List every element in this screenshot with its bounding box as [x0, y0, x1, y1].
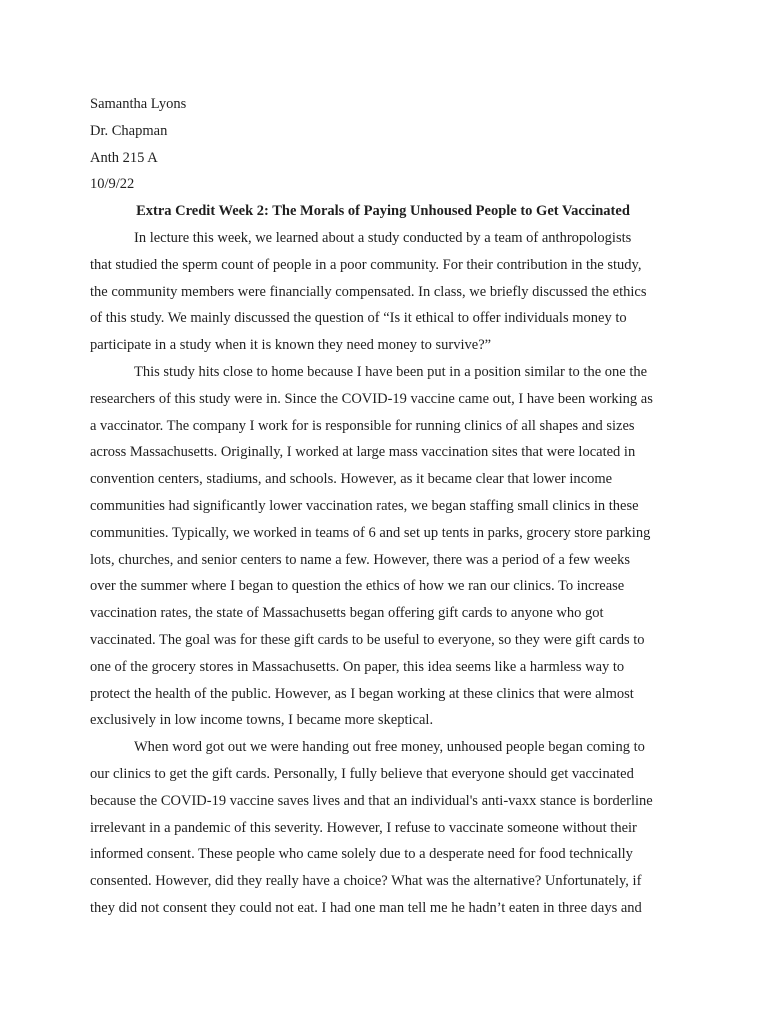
essay-date: 10/9/22 [90, 176, 135, 193]
author-name: Samantha Lyons [90, 96, 187, 112]
course-code: Anth 215 A [90, 149, 158, 166]
essay-title: Extra Credit Week 2: The Morals of Paying Unhoused People to Get Vaccinated [136, 203, 630, 220]
paragraph-3: When word got out we were handing out free money, unhoused people began coming to our clinics to get the gift cards. Personally, I fully believe that everyone should get vaccinated because the COVID-19 vaccine saves lives and that an individual's anti-vaxx stance is borderline irrelevant in a pandemic of this severity. However, I refuse to vaccinate someone without their informed consent. These people who came solely due to a desperate need for food technically consented. However, did they really have a choice? What was the alternative? Unfortunately, if they did not consent they could not eat. I had one man tell me he hadn’t eaten in three days and [90, 739, 653, 916]
essay-body [90, 91, 676, 922]
paragraph-2: This study hits close to home because I have been put in a position similar to the one the researchers of this study were in. Since the COVID-19 vaccine came out, I have been working as a vaccinator. The company I work for is responsible for running clinics of all shapes and sizes across Massachusetts. Originally, I worked at large mass vaccination sites that were located in convention centers, stadiums, and schools. However, as it became clear that lower income communities had significantly lower vaccination rates, we began staffing small clinics in these communities. Typically, we worked in teams of 6 and set up tents in parks, grocery store parking lots, churches, and senior centers to name a few. However, there was a period of a few weeks over the summer where I began to question the ethics of how we ran our clinics. To increase vaccination rates, the state of Massachusetts began offering gift cards to anyone who got vaccinated. The goal was for these gift cards to be useful to everyone, so they were gift cards to one of the grocery stores in Massachusetts. On paper, this idea seems like a harmless way to protect the health of the public. However, as I began working at these clinics that were almost exclusively in low income towns, I became more skeptical. [90, 363, 653, 729]
professor-name: Dr. Chapman [90, 122, 168, 139]
paragraph-1: In lecture this week, we learned about a study conducted by a team of anthropologists that studied the sperm count of people in a poor community. For their contribution in the study, the community members were financially compensated. In class, we briefly discussed the ethics of this study. We mainly discussed the question of “Is it ethical to offer individuals money to participate in a study when it is known they need money to survive?” [90, 229, 647, 354]
